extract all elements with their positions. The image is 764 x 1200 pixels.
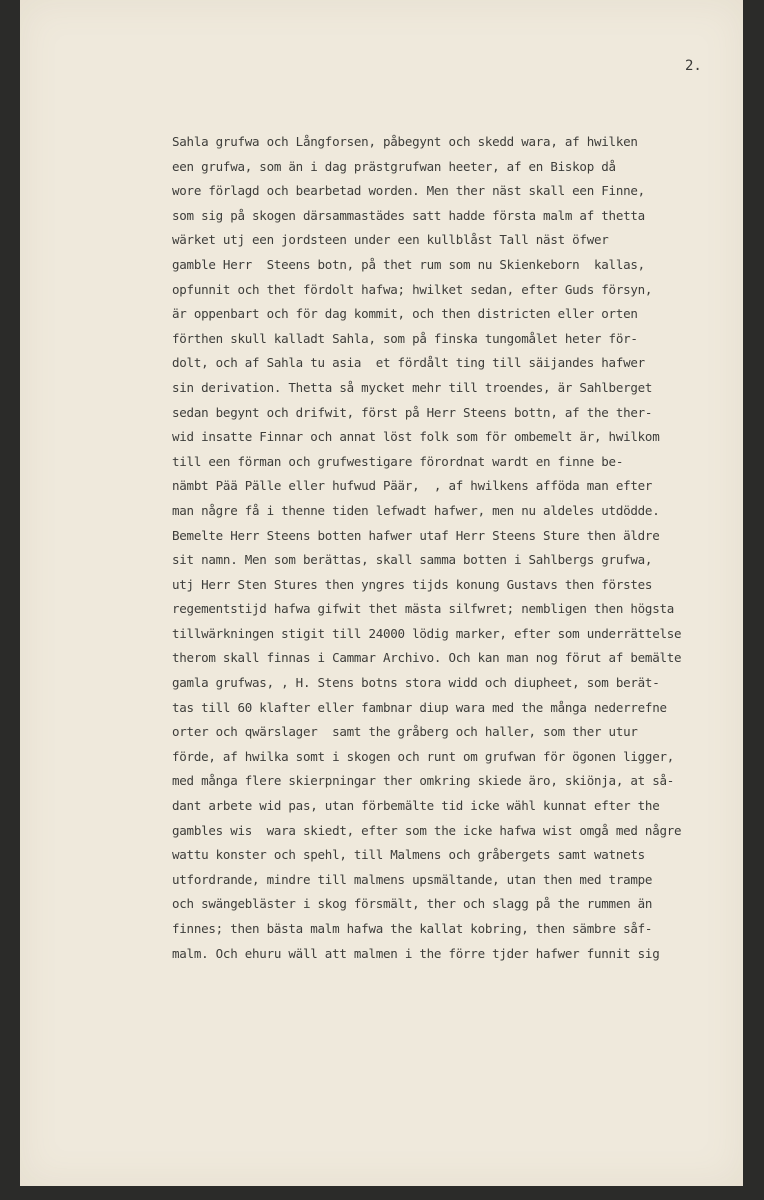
text-line: tillwärkningen stigit till 24000 lödig marker, efter som underrättelse (172, 625, 682, 641)
text-line: och swängebläster i skog försmält, ther och slagg på the rummen än (172, 896, 653, 912)
text-line: utfordrande, mindre till malmens upsmältande, utan then med trampe (172, 871, 653, 887)
text-line: Bemelte Herr Steens botten hafwer utaf Herr Steens Sture then äldre (172, 527, 660, 543)
text-line: opfunnit och thet fördolt hafwa; hwilket sedan, efter Guds försyn, (172, 281, 653, 297)
text-line: utj Herr Sten Stures then yngres tijds konung Gustavs then förstes (172, 576, 653, 592)
text-line: wore förlagd och bearbetad worden. Men ther näst skall een Finne, (172, 183, 645, 199)
text-line: dant arbete wid pas, utan förbemälte tid icke wähl kunnat efter the (172, 798, 660, 814)
text-line: therom skall finnas i Cammar Archivo. Och kan man nog förut af bemälte (172, 650, 682, 666)
text-line: tas till 60 klafter eller fambnar diup wara med the många nederrefne (172, 699, 667, 715)
text-line: förthen skull kalladt Sahla, som på finska tungomålet heter för- (172, 330, 638, 346)
text-line: gamla grufwas, , H. Stens botns stora widd och diupheet, som berät- (172, 675, 660, 691)
text-line: som sig på skogen därsammastädes satt hadde första malm af thetta (172, 207, 645, 223)
text-line: wärket utj een jordsteen under een kullblåst Tall näst öfwer (172, 232, 609, 248)
text-line: sedan begynt och drifwit, först på Herr Steens bottn, af the ther- (172, 404, 653, 420)
text-line: sit namn. Men som berättas, skall samma botten i Sahlbergs grufwa, (172, 552, 653, 568)
text-line: finnes; then bästa malm hafwa the kallat kobring, then sämbre såf- (172, 921, 653, 936)
text-line: een grufwa, som än i dag prästgrufwan heeter, af en Biskop då (172, 158, 616, 174)
text-line: med många flere skierpningar ther omkring skiede äro, skiönja, at så- (172, 773, 675, 789)
text-line: man någre få i thenne tiden lefwadt hafwer, men nu aldeles utdödde. (172, 502, 660, 518)
text-line: gamble Herr Steens botn, på thet rum som nu Skienkeborn kallas, (172, 256, 645, 272)
document-page (20, 0, 743, 1186)
text-line: är oppenbart och för dag kommit, och then districten eller orten (172, 306, 638, 322)
text-line: malm. Och ehuru wäll att malmen i the förre tjder hafwer funnit sig (172, 945, 660, 961)
text-line: wid insatte Finnar och annat löst folk som för ombemelt är, hwilkom (172, 429, 660, 445)
text-line: orter och qwärslager samt the gråberg och haller, som ther utur (172, 724, 638, 740)
body-text (172, 130, 742, 966)
text-line: förde, af hwilka somt i skogen och runt om grufwan för ögonen ligger, (172, 748, 675, 764)
text-line: wattu konster och spehl, till Malmens och gråbergets samt watnets (172, 847, 645, 863)
text-line: nämbt Pää Pälle eller hufwud Päär, , af hwilkens afföda man efter (172, 478, 653, 494)
text-line: dolt, och af Sahla tu asia et fördålt ting till säijandes hafwer (172, 355, 645, 371)
text-line: Sahla grufwa och Långforsen, påbegynt och skedd wara, af hwilken (172, 134, 638, 149)
text-line: gambles wis wara skiedt, efter som the icke hafwa wist omgå med någre (172, 822, 682, 838)
page-number: 2. (685, 58, 702, 74)
text-line: regementstijd hafwa gifwit thet mästa silfwret; nembligen then högsta (172, 601, 675, 617)
text-line: till een förman och grufwestigare förordnat wardt en finne be- (172, 453, 624, 469)
text-line: sin derivation. Thetta så mycket mehr till troendes, är Sahlberget (172, 379, 653, 395)
